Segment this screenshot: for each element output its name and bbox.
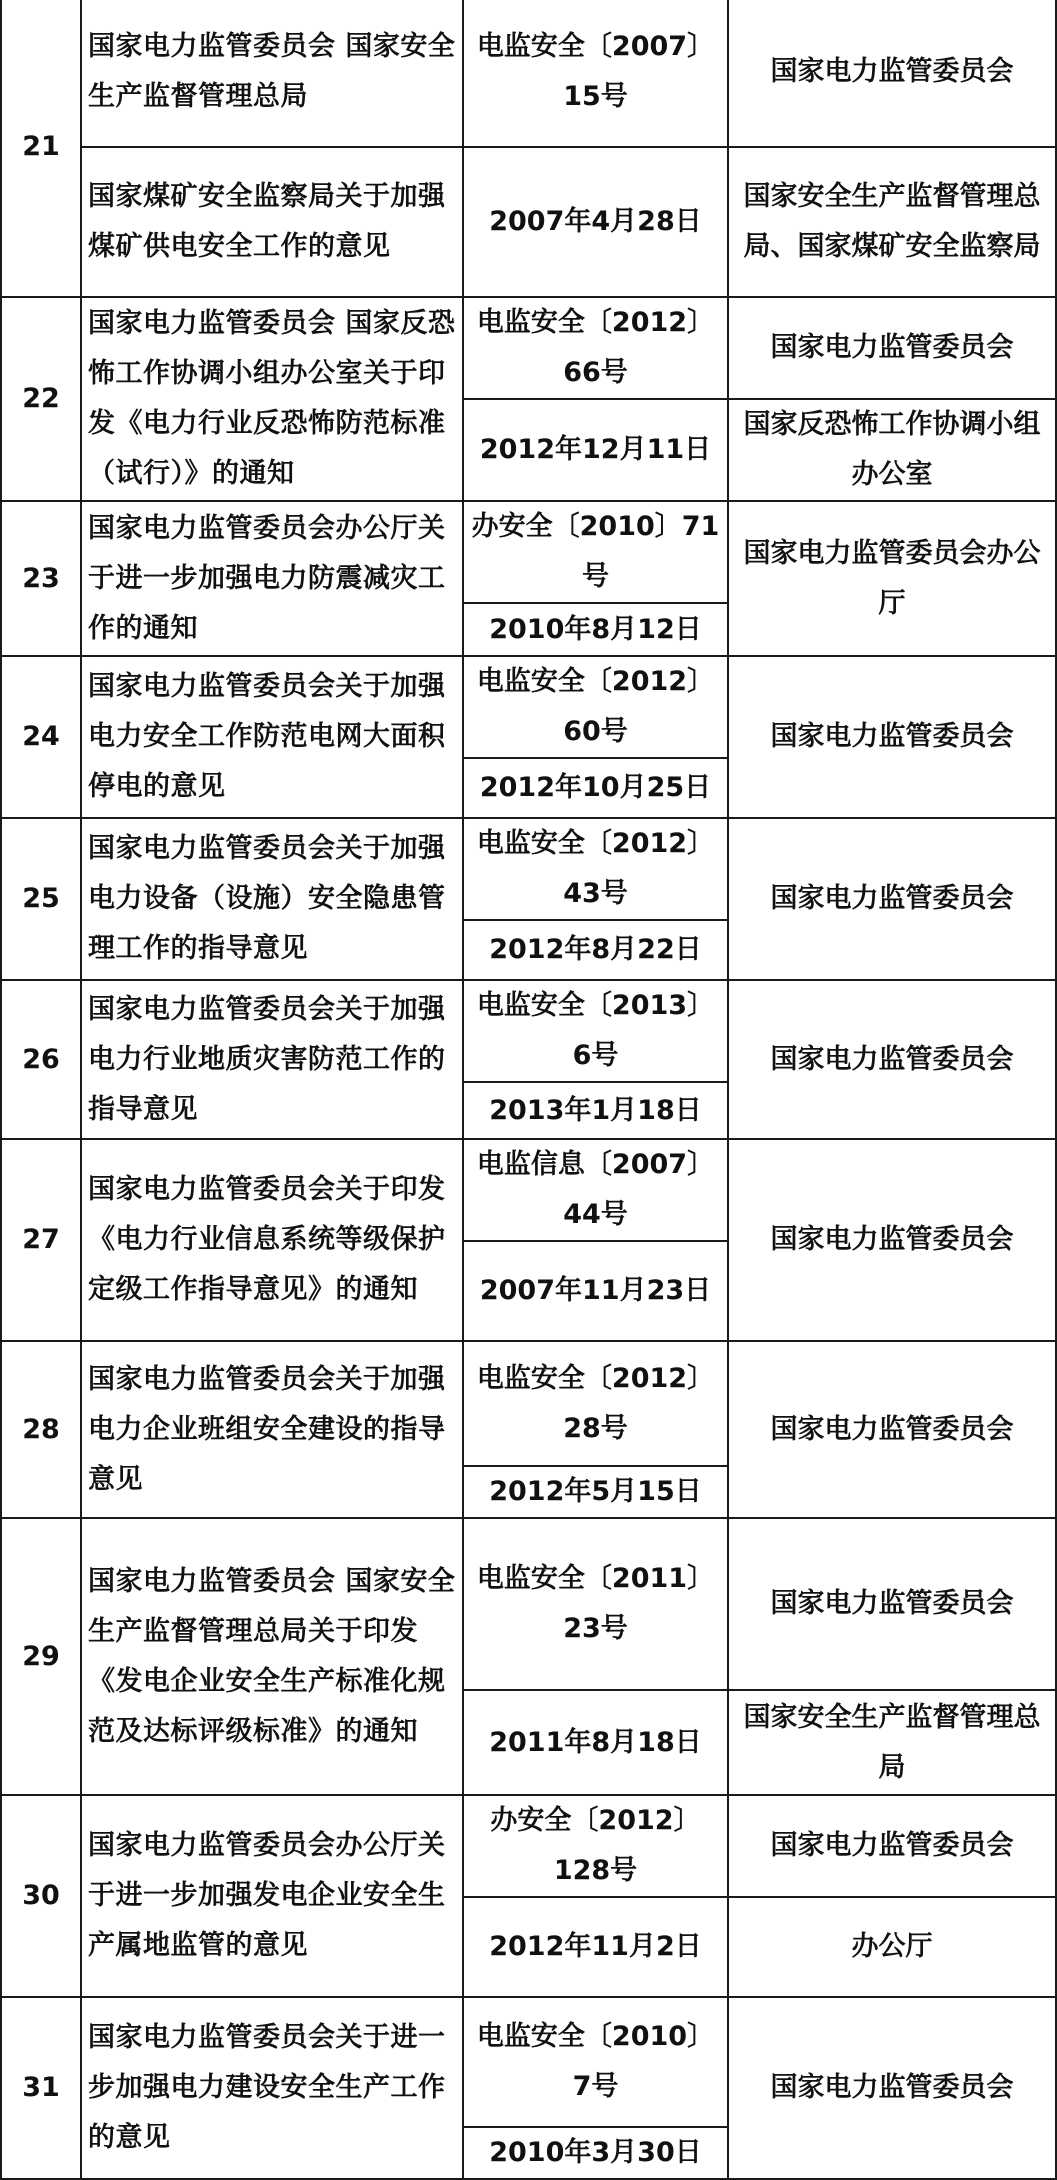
issuing-authority: 国家电力监管委员会	[728, 1341, 1056, 1518]
document-title: 国家煤矿安全监察局关于加强煤矿供电安全工作的意见	[81, 147, 463, 297]
issuing-authority: 国家电力监管委员会	[728, 1518, 1056, 1690]
issuing-authority: 国家电力监管委员会	[728, 1139, 1056, 1341]
issuing-authority: 国家电力监管委员会	[728, 297, 1056, 399]
row-number: 26	[1, 980, 81, 1139]
row-number: 30	[1, 1795, 81, 1997]
issuing-authority: 办公厅	[728, 1897, 1056, 1997]
row-number: 31	[1, 1997, 81, 2179]
issuing-authority: 国家反恐怖工作协调小组办公室	[728, 399, 1056, 501]
table-row	[1, 0, 1056, 147]
document-title: 国家电力监管委员会 国家安全生产监督管理总局	[81, 0, 463, 147]
row-number: 23	[1, 501, 81, 656]
document-number: 电监安全〔2012〕43号	[463, 818, 728, 920]
document-title: 国家电力监管委员会 国家反恐怖工作协调小组办公室关于印发《电力行业反恐怖防范标准（试行）》的通知	[81, 297, 463, 501]
row-number: 22	[1, 297, 81, 501]
row-number: 28	[1, 1341, 81, 1518]
row-number: 29	[1, 1518, 81, 1795]
document-number: 电监安全〔2010〕7号	[463, 1997, 728, 2127]
issue-date: 2012年12月11日	[463, 399, 728, 501]
document-title: 国家电力监管委员会关于加强电力设备（设施）安全隐患管理工作的指导意见	[81, 818, 463, 980]
issue-date: 2012年10月25日	[463, 758, 728, 818]
table-row	[1, 980, 1056, 1082]
table-row	[1, 1341, 1056, 1466]
issuing-authority: 国家电力监管委员会	[728, 980, 1056, 1139]
table-row	[1, 1139, 1056, 1241]
document-number: 办安全〔2010〕71号	[463, 501, 728, 603]
issue-date: 2007年4月28日	[463, 147, 728, 297]
table-row	[1, 1518, 1056, 1690]
table-row	[1, 297, 1056, 399]
document-number: 办安全〔2012〕128号	[463, 1795, 728, 1897]
document-title: 国家电力监管委员会 国家安全生产监督管理总局关于印发《发电企业安全生产标准化规范及达标评级标准》的通知	[81, 1518, 463, 1795]
document-title: 国家电力监管委员会办公厅关于进一步加强发电企业安全生产属地监管的意见	[81, 1795, 463, 1997]
table-row	[1, 501, 1056, 603]
document-number: 电监安全〔2012〕28号	[463, 1341, 728, 1466]
issue-date: 2012年5月15日	[463, 1466, 728, 1518]
issuing-authority: 国家电力监管委员会	[728, 1997, 1056, 2179]
issuing-authority: 国家电力监管委员会	[728, 1795, 1056, 1897]
issue-date: 2007年11月23日	[463, 1241, 728, 1341]
table-row	[1, 1795, 1056, 1897]
row-number: 21	[1, 0, 81, 297]
document-title: 国家电力监管委员会办公厅关于进一步加强电力防震减灾工作的通知	[81, 501, 463, 656]
document-title: 国家电力监管委员会关于加强电力安全工作防范电网大面积停电的意见	[81, 656, 463, 818]
issue-date: 2013年1月18日	[463, 1082, 728, 1139]
table-row	[1, 818, 1056, 920]
issue-date: 2011年8月18日	[463, 1690, 728, 1795]
issue-date: 2010年3月30日	[463, 2127, 728, 2179]
row-number: 25	[1, 818, 81, 980]
issue-date: 2010年8月12日	[463, 603, 728, 656]
issuing-authority: 国家电力监管委员会	[728, 0, 1056, 147]
document-title: 国家电力监管委员会关于加强电力企业班组安全建设的指导意见	[81, 1341, 463, 1518]
document-number: 电监安全〔2012〕60号	[463, 656, 728, 758]
document-number: 电监安全〔2011〕23号	[463, 1518, 728, 1690]
issue-date: 2012年8月22日	[463, 920, 728, 980]
document-number: 电监信息〔2007〕44号	[463, 1139, 728, 1241]
document-number: 电监安全〔2012〕66号	[463, 297, 728, 399]
issue-date: 2012年11月2日	[463, 1897, 728, 1997]
document-number: 电监安全〔2013〕6号	[463, 980, 728, 1082]
table-row	[1, 656, 1056, 758]
document-number: 电监安全〔2007〕15号	[463, 0, 728, 147]
row-number: 24	[1, 656, 81, 818]
issuing-authority: 国家安全生产监督管理总局、国家煤矿安全监察局	[728, 147, 1056, 297]
document-title: 国家电力监管委员会关于印发《电力行业信息系统等级保护定级工作指导意见》的通知	[81, 1139, 463, 1341]
issuing-authority: 国家电力监管委员会	[728, 656, 1056, 818]
issuing-authority: 国家电力监管委员会办公厅	[728, 501, 1056, 656]
issuing-authority: 国家安全生产监督管理总局	[728, 1690, 1056, 1795]
issuing-authority: 国家电力监管委员会	[728, 818, 1056, 980]
table-row	[1, 1997, 1056, 2127]
document-title: 国家电力监管委员会关于进一步加强电力建设安全生产工作的意见	[81, 1997, 463, 2179]
document-title: 国家电力监管委员会关于加强电力行业地质灾害防范工作的指导意见	[81, 980, 463, 1139]
row-number: 27	[1, 1139, 81, 1341]
table-row	[1, 147, 1056, 297]
